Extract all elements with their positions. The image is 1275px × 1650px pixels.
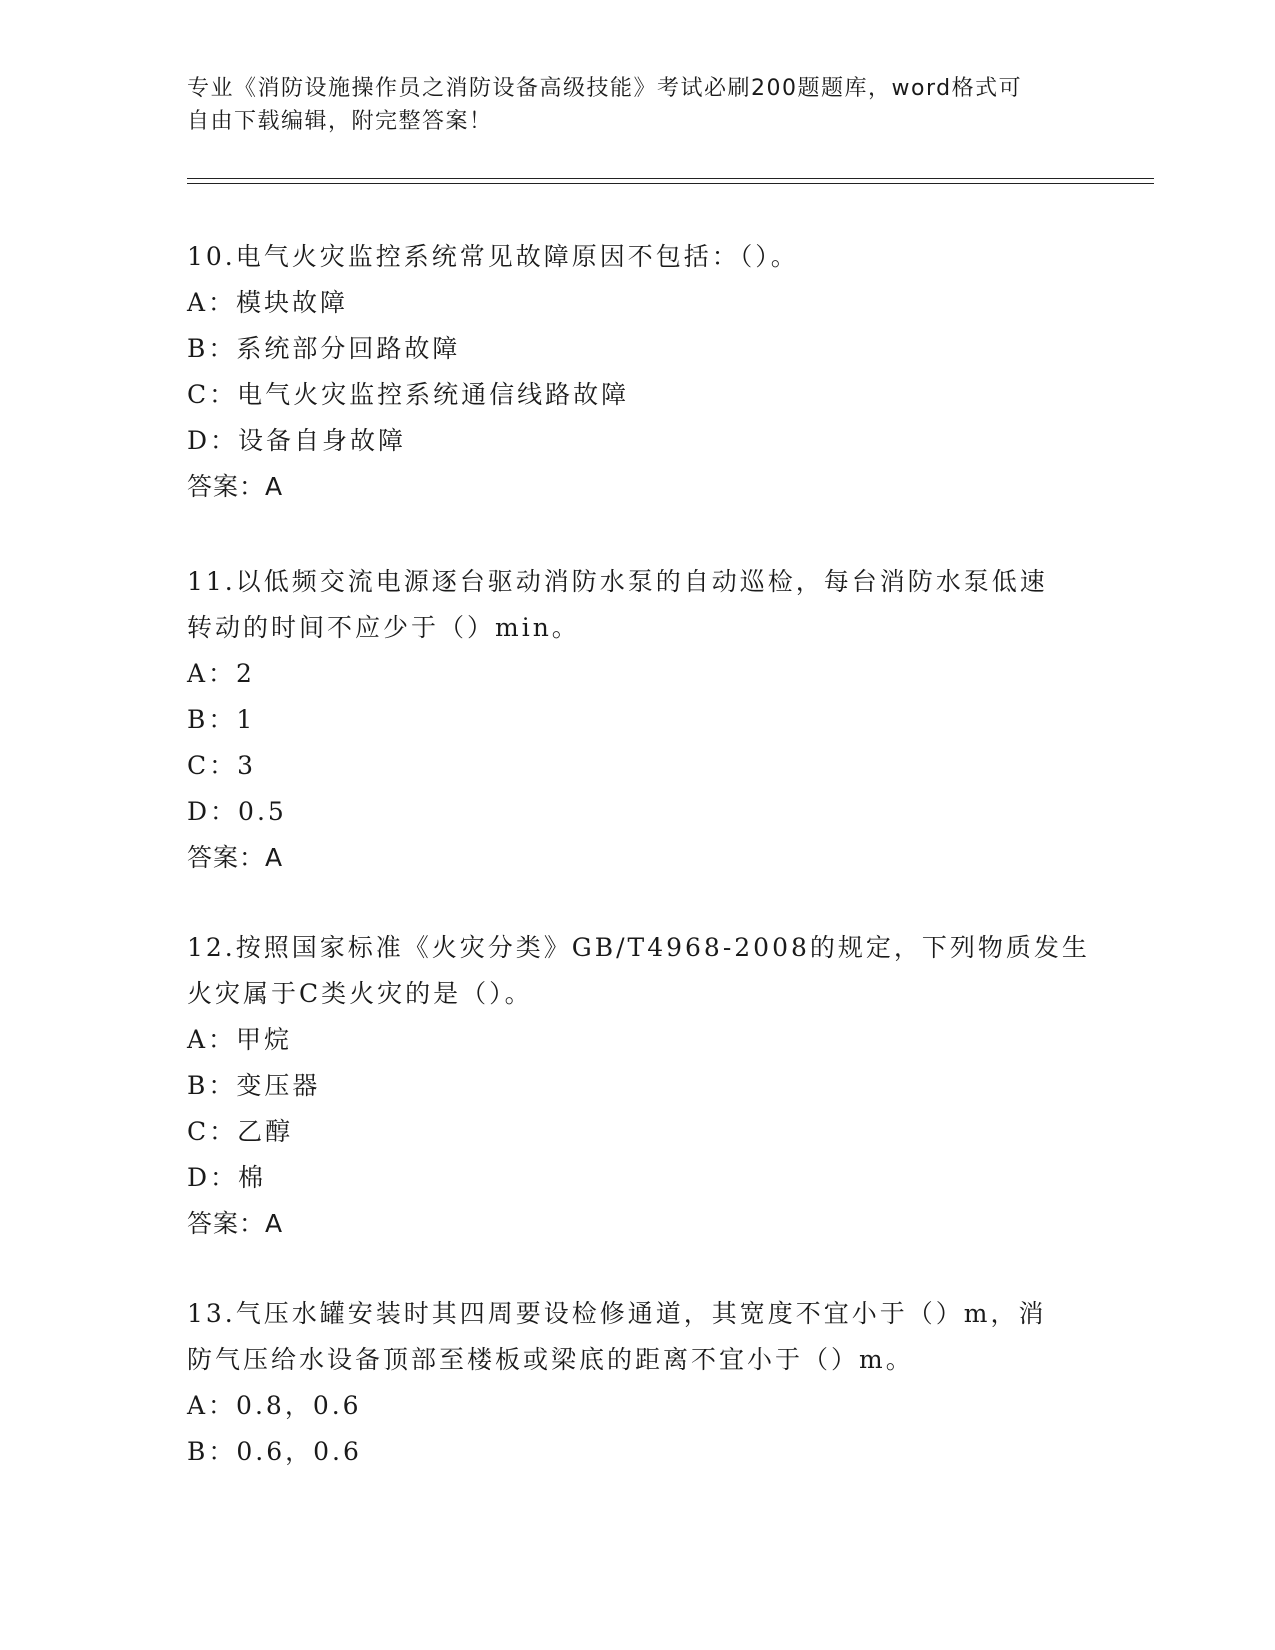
option-c: C：乙醇 bbox=[187, 1117, 294, 1146]
option-b: B：变压器 bbox=[187, 1071, 321, 1100]
question-text-continued: 防气压给水设备顶部至楼板或梁底的距离不宜小于（）m。 bbox=[187, 1345, 914, 1374]
answer: 答案：A bbox=[187, 843, 284, 872]
option-a: A：甲烷 bbox=[187, 1025, 293, 1054]
question-text-continued: 转动的时间不应少于（）min。 bbox=[187, 613, 580, 642]
question-text: 12.按照国家标准《火灾分类》GB/T4968-2008的规定，下列物质发生 bbox=[187, 933, 1090, 962]
question-12 bbox=[187, 925, 1090, 1247]
question-11 bbox=[187, 559, 1087, 881]
answer: 答案：A bbox=[187, 1209, 284, 1238]
header-divider-top bbox=[187, 178, 1154, 179]
answer: 答案：A bbox=[187, 472, 284, 501]
header-divider-bottom bbox=[187, 183, 1154, 184]
option-b: B：1 bbox=[187, 705, 256, 734]
option-d: D：0.5 bbox=[187, 797, 287, 826]
option-c: C：3 bbox=[187, 751, 257, 780]
question-13 bbox=[187, 1291, 1087, 1475]
question-text: 10.电气火灾监控系统常见故障原因不包括：（）。 bbox=[187, 242, 799, 271]
option-d: D：设备自身故障 bbox=[187, 426, 407, 455]
option-a: A：模块故障 bbox=[187, 288, 349, 317]
question-text: 13.气压水罐安装时其四周要设检修通道，其宽度不宜小于（）m，消 bbox=[187, 1299, 1047, 1328]
option-a: A：0.8，0.6 bbox=[187, 1391, 362, 1420]
header-line-2: 自由下载编辑，附完整答案！ bbox=[187, 109, 493, 134]
option-b: B：系统部分回路故障 bbox=[187, 334, 461, 363]
option-d: D：棉 bbox=[187, 1163, 267, 1192]
question-10 bbox=[187, 234, 1087, 510]
option-a: A：2 bbox=[187, 659, 255, 688]
question-text-continued: 火灾属于C类火灾的是（）。 bbox=[187, 979, 533, 1008]
header-line-1: 专业《消防设施操作员之消防设备高级技能》考试必刷200题题库，word格式可 bbox=[187, 76, 1023, 101]
document-header bbox=[187, 72, 1087, 138]
option-c: C：电气火灾监控系统通信线路故障 bbox=[187, 380, 630, 409]
option-b: B：0.6，0.6 bbox=[187, 1437, 362, 1466]
question-text: 11.以低频交流电源逐台驱动消防水泵的自动巡检，每台消防水泵低速 bbox=[187, 567, 1048, 596]
